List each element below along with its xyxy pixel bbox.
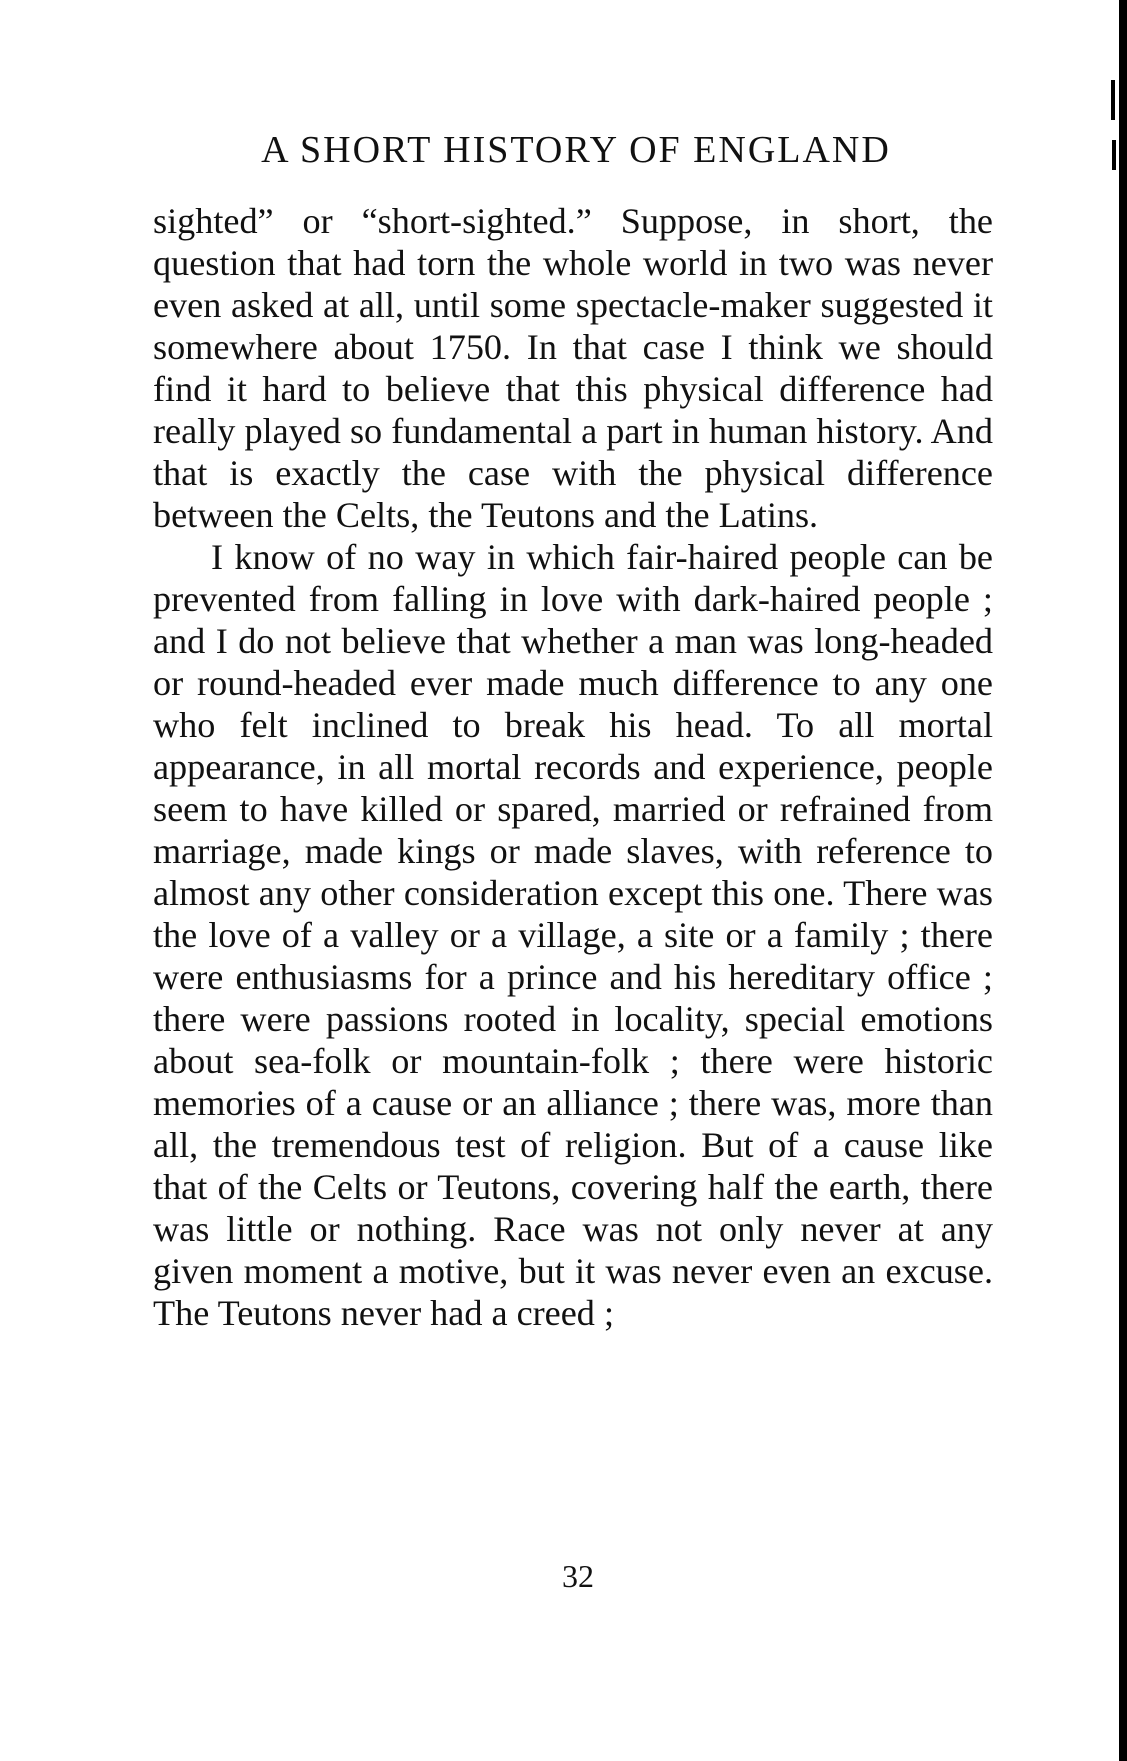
scan-edge-shadow [1119, 0, 1127, 1761]
paragraph-continued: sighted” or “short-sighted.” Suppose, in short, the question that had torn the whole world in two was never even asked at all, until some spectacle-maker suggested it somewhere about 1750. In that case I think we should find it hard to believe that this physical difference had really played so fundamental a part in human history. And that is exactly the case with the physical difference between the Celts, the Teutons and the Latins. [153, 201, 993, 535]
running-head: A SHORT HISTORY OF ENGLAND [261, 129, 891, 171]
page-number: 32 [562, 1558, 594, 1594]
body-text [153, 200, 993, 1334]
scan-edge-marks [1111, 80, 1117, 200]
paragraph: I know of no way in which fair-haired people can be prevented from falling in love with dark-haired people ; and I do not believe that whether a man was long-headed or round-headed ever made much difference to any one who felt inclined to break his head. To all mortal appearance, in all mortal records and experience, people seem to have killed or spared, married or refrained from marriage, made kings or made slaves, with reference to almost any other consideration except this one. There was the love of a valley or a village, a site or a family ; there were enthusiasms for a prince and his hereditary office ; there were passions rooted in locality, special emotions about sea-folk or mountain-folk ; there were historic memories of a cause or an alliance ; there was, more than all, the tremendous test of religion. But of a cause like that of the Celts or Teutons, covering half the earth, there was little or nothing. Race was not only never at any given moment a motive, but it was never even an excuse. The Teutons never had a creed ; [153, 537, 993, 1333]
